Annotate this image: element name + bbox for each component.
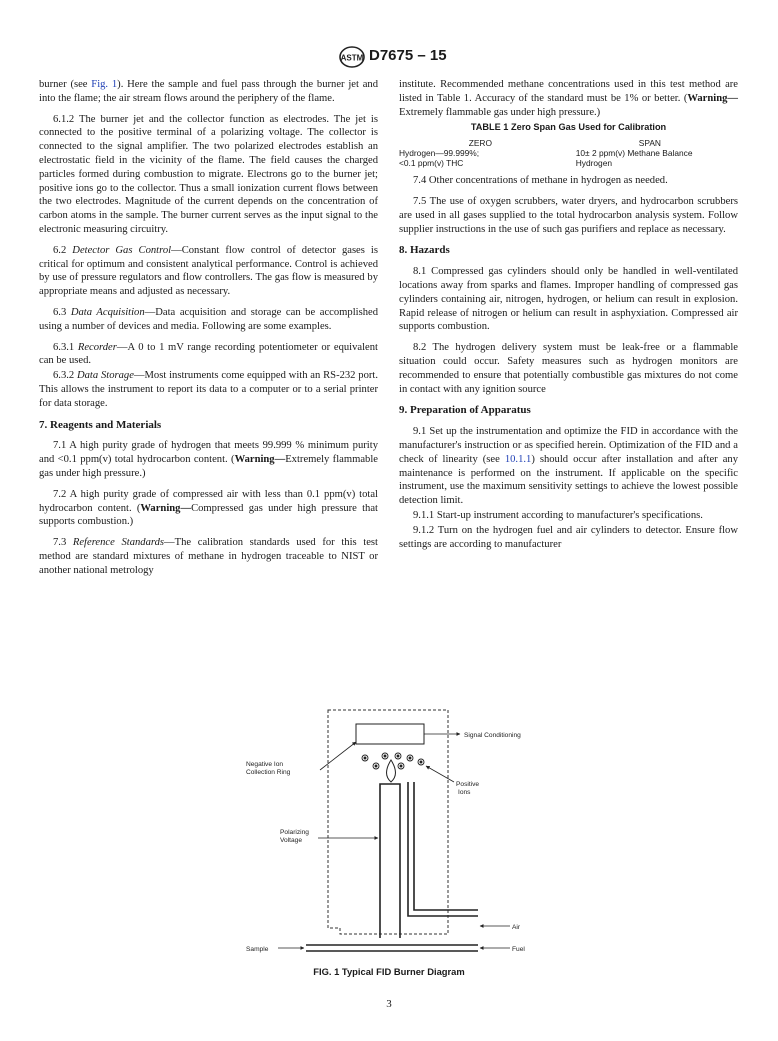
label-polarizing-2: Voltage: [280, 837, 302, 844]
table-1-header-zero: ZERO: [468, 138, 492, 149]
label-negative-ion-1: Negative Ion: [246, 761, 284, 768]
table-1: [399, 138, 738, 168]
table-1-cell-zero: Hydrogen—99.999%; <0.1 ppm(v) THC: [399, 148, 480, 169]
label-positive-2: Ions: [458, 789, 471, 796]
burner-jet: [380, 784, 400, 938]
table-1-title: TABLE 1 Zero Span Gas Used for Calibration: [470, 122, 667, 133]
paragraph-7-2: 7.2 A high purity grade of compressed air with less than 0.1 ppm(v) total hydrocarbon content. (Warning—Compressed gas under high pressure that supports combustion.): [39, 488, 378, 528]
page-number: 3: [386, 998, 392, 1010]
flame: [386, 760, 395, 782]
paragraph-6-2: 6.2 Detector Gas Control—Constant flow control of detector gases is critical for optimum and consistent analytical performance. Control is achieved by use of pressure regulators and flow controllers. The gas flow is measured by appropriate means and adjusted as necessary.: [39, 244, 378, 298]
fig1-link[interactable]: Fig. 1: [91, 79, 118, 90]
ion-circles: [362, 753, 424, 769]
paragraph-7-5: 7.5 The use of oxygen scrubbers, water dryers, and hydrocarbon scrubbers are used in all gases supplied to the total hydrocarbon analysis system. Follow supplier instructions in the use of such gas purifiers and replace as necessary.: [399, 195, 738, 235]
label-polarizing-1: Polarizing: [280, 829, 309, 836]
left-column: [39, 78, 378, 585]
paragraph-burner: burner (see Fig. 1). Here the sample and fuel pass through the burner jet and into the flame; the air stream flows around the periphery of the flame.: [39, 79, 379, 104]
document-designation: D7675 – 15: [369, 47, 447, 64]
astm-logo: [339, 46, 365, 68]
section-10-1-1-link[interactable]: 10.1.1: [504, 453, 532, 465]
label-sample: Sample: [246, 946, 269, 953]
label-positive-1: Positive: [456, 781, 480, 788]
section-heading-7: 7. Reagents and Materials: [39, 418, 162, 431]
paragraph-institute: institute. Recommended methane concentrations used in this test method are listed in Table 1. Accuracy of the standard must be 1% or better. (Warning—Extremely flammable gas under high pressure.): [399, 79, 738, 118]
section-heading-9: 9. Preparation of Apparatus: [399, 404, 531, 417]
paragraph-7-3: 7.3 Reference Standards—The calibration standards used for this test method are standard mixtures of methane in hydrogen traceable to NIST or another national metrology: [39, 537, 378, 576]
paragraph-6-3-2: 6.3.2 Data Storage—Most instruments come equipped with an RS-232 port. This allows the instrument to report its data to a computer or to a serial printer for data storage.: [39, 370, 378, 409]
paragraph-9-1: 9.1 Set up the instrumentation and optimize the FID in accordance with the manufacturer's instruction or as specified herein. Optimization of the FID and a check of linearity (see 10.1.1) should occur after installation and after any maintenance is performed on the instrument. If applicable on the specific instrument, use the maximum sensitivity settings to achieve the lowest possible detection limit.: [399, 426, 738, 507]
section-heading-8: 8. Hazards: [399, 244, 450, 257]
paragraph-6-3-1: 6.3.1 Recorder—A 0 to 1 mV range recording potentiometer or equivalent can be used.: [39, 341, 378, 367]
label-signal-conditioning: Signal Conditioning: [464, 732, 521, 739]
right-column: [399, 78, 738, 558]
air-channel: [408, 782, 478, 916]
paragraph-8-2: 8.2 The hydrogen delivery system must be leak-free or a flammable situation could occur. Safety measures such as hydrogen monitors are recommended to ensure that potentially combustible gas mixtures do not come in contact with any ignition source: [399, 342, 738, 395]
label-negative-ion-2: Collection Ring: [246, 769, 291, 776]
paragraph-9-1-1: 9.1.1 Start-up instrument according to manufacturer's specifications.: [413, 509, 703, 521]
paragraph-6-3: 6.3 Data Acquisition—Data acquisition and storage can be accomplished using a number of devices and media. Following are some examples.: [39, 306, 379, 332]
label-air: Air: [512, 924, 521, 931]
label-fuel: Fuel: [512, 946, 525, 953]
paragraph-9-1-2: 9.1.2 Turn on the hydrogen fuel and air cylinders to detector. Ensure flow settings are according to manufacturer: [399, 524, 738, 550]
paragraph-7-1: 7.1 A high purity grade of hydrogen that meets 99.999 % minimum purity and <0.1 ppm(v) total hydrocarbon content. (Warning—Extremely flammable gas under high pressure.): [39, 440, 378, 479]
table-1-cell-span: 10± 2 ppm(v) Methane Balance Hydrogen: [575, 148, 693, 169]
fid-burner-diagram: [240, 702, 540, 962]
table-1-header-span: SPAN: [638, 138, 661, 149]
paragraph-7-4: 7.4 Other concentrations of methane in hydrogen as needed.: [413, 175, 668, 187]
collector-box: [356, 724, 424, 744]
astm-logo-text: ASTM: [340, 53, 364, 63]
figure-1-caption: FIG. 1 Typical FID Burner Diagram: [313, 966, 465, 977]
paragraph-6-1-2: 6.1.2 The burner jet and the collector function as electrodes. The jet is connected to the positive terminal of a polarizing voltage. The collector is connected to the signal amplifier. The two polarized electrodes establish an electrostatic field in the vicinity of the flame. The field causes the charged particles formed during combustion to migrate. Electrons go to the burner jet; positive ions go to the collector. Thus a small ionization current flows between the two electrodes. Magnitude of the current depends on the concentration of carbon atoms in the sample. The burner current serves as the input signal to the electronic measuring circuitry.: [39, 113, 378, 235]
paragraph-8-1: 8.1 Compressed gas cylinders should only be handled in well-ventilated locations away from sparks and flames. Improper handling of compressed gas cylinders containing air, nitrogen, hydrogen, or helium can result in explosion. Rapid release of nitrogen or helium can result in asphyxiation. Compressed air supports combustion.: [399, 266, 738, 333]
